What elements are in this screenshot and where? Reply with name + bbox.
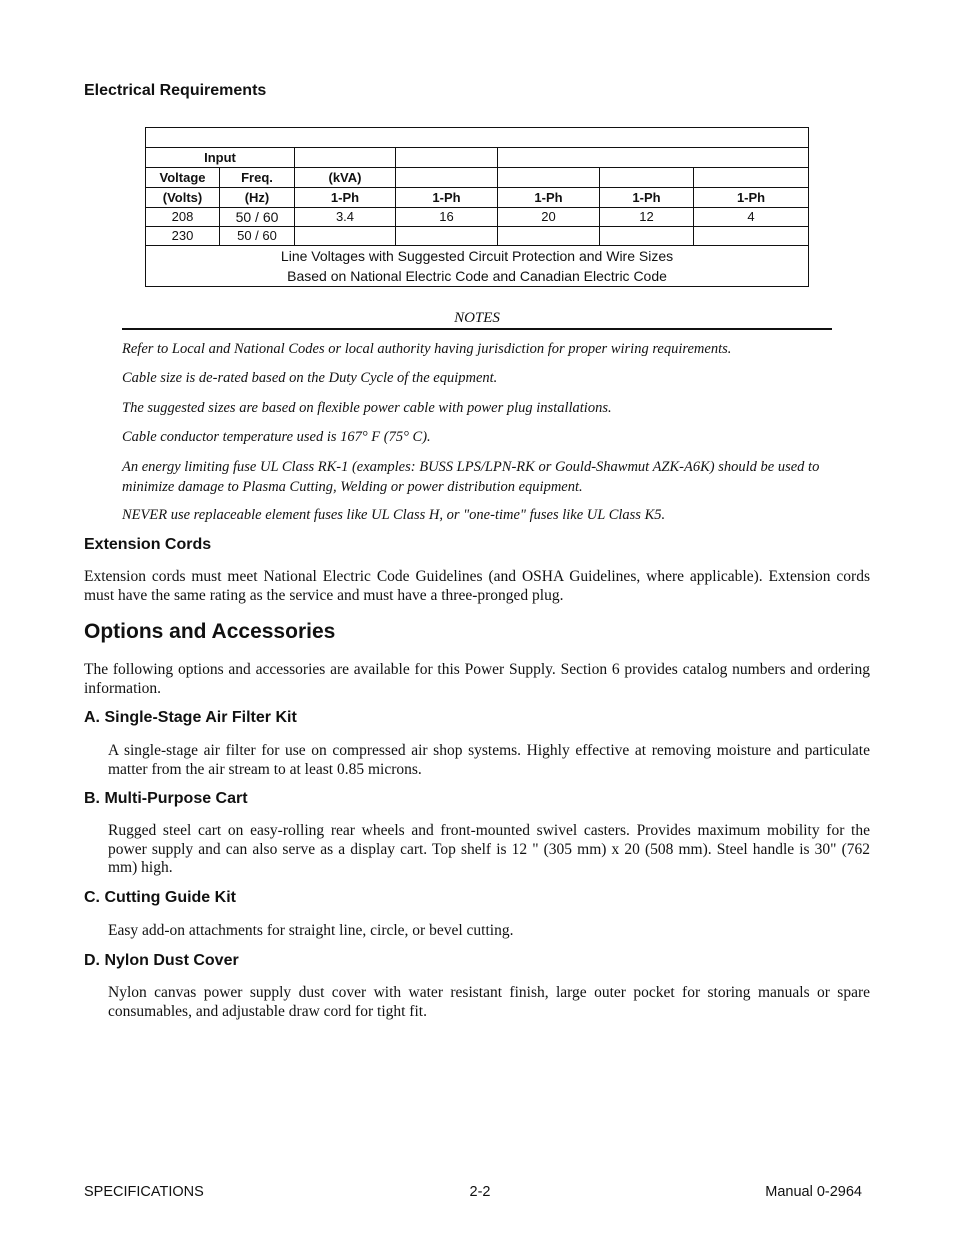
header-cell: 1-Ph bbox=[600, 188, 694, 208]
notes-title: NOTES bbox=[454, 310, 500, 326]
header-cell: 1-Ph bbox=[295, 188, 396, 208]
table-title-row bbox=[146, 128, 809, 148]
option-heading-dust-cover: D. Nylon Dust Cover bbox=[84, 952, 239, 969]
table-cell: 50 / 60 bbox=[220, 208, 295, 227]
section-heading-options: Options and Accessories bbox=[84, 620, 336, 643]
table-cell: 3.4 bbox=[295, 208, 396, 227]
extension-cords-text: Extension cords must meet National Electric Code Guidelines (and OSHA Guidelines, where applicable). Extension cords must have the same rating as the service and must have a three-pronged plug. bbox=[84, 568, 870, 604]
table-caption-line: Based on National Electric Code and Canadian Electric Code bbox=[287, 268, 667, 284]
section-heading-extension-cords: Extension Cords bbox=[84, 536, 212, 553]
header-cell: Freq. bbox=[220, 168, 295, 188]
header-cell bbox=[396, 168, 498, 188]
header-cell bbox=[600, 168, 694, 188]
note-item: The suggested sizes are based on flexible power cable with power plug installations. bbox=[122, 400, 612, 416]
table-header-row bbox=[146, 188, 809, 208]
input-group-header: Input bbox=[146, 148, 295, 168]
footer-section-label: SPECIFICATIONS bbox=[84, 1184, 204, 1200]
electrical-requirements-table bbox=[145, 127, 809, 287]
footer-manual-number: Manual 0-2964 bbox=[765, 1184, 862, 1200]
header-cell bbox=[396, 148, 498, 168]
header-cell bbox=[694, 168, 809, 188]
options-intro-text: The following options and accessories are available for this Power Supply. Section 6 provides catalog numbers and ordering information. bbox=[84, 661, 870, 697]
option-text-dust-cover: Nylon canvas power supply dust cover with water resistant finish, large outer pocket for storing manuals or spare consumables, and adjustable draw cord for tight fit. bbox=[108, 984, 870, 1020]
header-cell: 1-Ph bbox=[396, 188, 498, 208]
table-cell bbox=[396, 227, 498, 246]
section-heading-electrical: Electrical Requirements bbox=[84, 82, 267, 99]
header-cell bbox=[498, 148, 809, 168]
note-item: Refer to Local and National Codes or local authority having jurisdiction for proper wiring requirements. bbox=[122, 341, 732, 357]
header-cell bbox=[295, 148, 396, 168]
table-caption bbox=[146, 246, 809, 287]
option-heading-air-filter: A. Single-Stage Air Filter Kit bbox=[84, 709, 297, 726]
note-item: Cable size is de-rated based on the Duty Cycle of the equipment. bbox=[122, 370, 498, 386]
option-text-air-filter: A single-stage air filter for use on compressed air shop systems. Highly effective at removing moisture and particulate matter from the air stream to at least 0.85 microns. bbox=[108, 742, 870, 778]
note-item: Cable conductor temperature used is 167° F (75° C). bbox=[122, 429, 431, 445]
header-cell: (Hz) bbox=[220, 188, 295, 208]
notes-divider bbox=[122, 328, 832, 330]
footer-page-number: 2-2 bbox=[469, 1184, 491, 1200]
table-cell bbox=[600, 227, 694, 246]
table-cell: 12 bbox=[600, 208, 694, 227]
option-text-cutting-guide: Easy add-on attachments for straight line, circle, or bevel cutting. bbox=[108, 922, 514, 939]
table-cell: 230 bbox=[146, 227, 220, 246]
header-cell bbox=[498, 168, 600, 188]
table-cell: 4 bbox=[694, 208, 809, 227]
header-cell: 1-Ph bbox=[694, 188, 809, 208]
table-row bbox=[146, 208, 809, 227]
table-caption-line: Line Voltages with Suggested Circuit Protection and Wire Sizes bbox=[280, 248, 674, 264]
note-item: An energy limiting fuse UL Class RK-1 (examples: BUSS LPS/LPN-RK or Gould-Shawmut AZK-A6K) should be used to minimize damage to Plasma Cutting, Welding or power distribution equipment. bbox=[122, 459, 820, 495]
header-cell: (Volts) bbox=[146, 188, 220, 208]
table-cell: 50 / 60 bbox=[220, 227, 295, 246]
option-heading-cutting-guide: C. Cutting Guide Kit bbox=[84, 889, 236, 906]
table-cell: 208 bbox=[146, 208, 220, 227]
header-cell: (kVA) bbox=[295, 168, 396, 188]
table-caption-row bbox=[146, 246, 809, 287]
header-cell: 1-Ph bbox=[498, 188, 600, 208]
note-item: NEVER use replaceable element fuses like UL Class H, or "one-time" fuses like UL Class K5. bbox=[122, 507, 666, 523]
table-row bbox=[146, 227, 809, 246]
table-cell bbox=[694, 227, 809, 246]
option-heading-cart: B. Multi-Purpose Cart bbox=[84, 790, 248, 807]
table-header-row bbox=[146, 168, 809, 188]
table-title-cell bbox=[146, 128, 809, 148]
table-group-header-row bbox=[146, 148, 809, 168]
table-cell bbox=[295, 227, 396, 246]
option-text-cart: Rugged steel cart on easy-rolling rear wheels and front-mounted swivel casters. Provides maximum mobility for the power supply and can also serve as a display cart. Top shelf is 12 " (305 mm) x 20 (508 mm). Steel handle is 30" (762 mm) high. bbox=[108, 822, 870, 876]
table-cell: 16 bbox=[396, 208, 498, 227]
table-cell bbox=[498, 227, 600, 246]
table-cell: 20 bbox=[498, 208, 600, 227]
header-cell: Voltage bbox=[146, 168, 220, 188]
